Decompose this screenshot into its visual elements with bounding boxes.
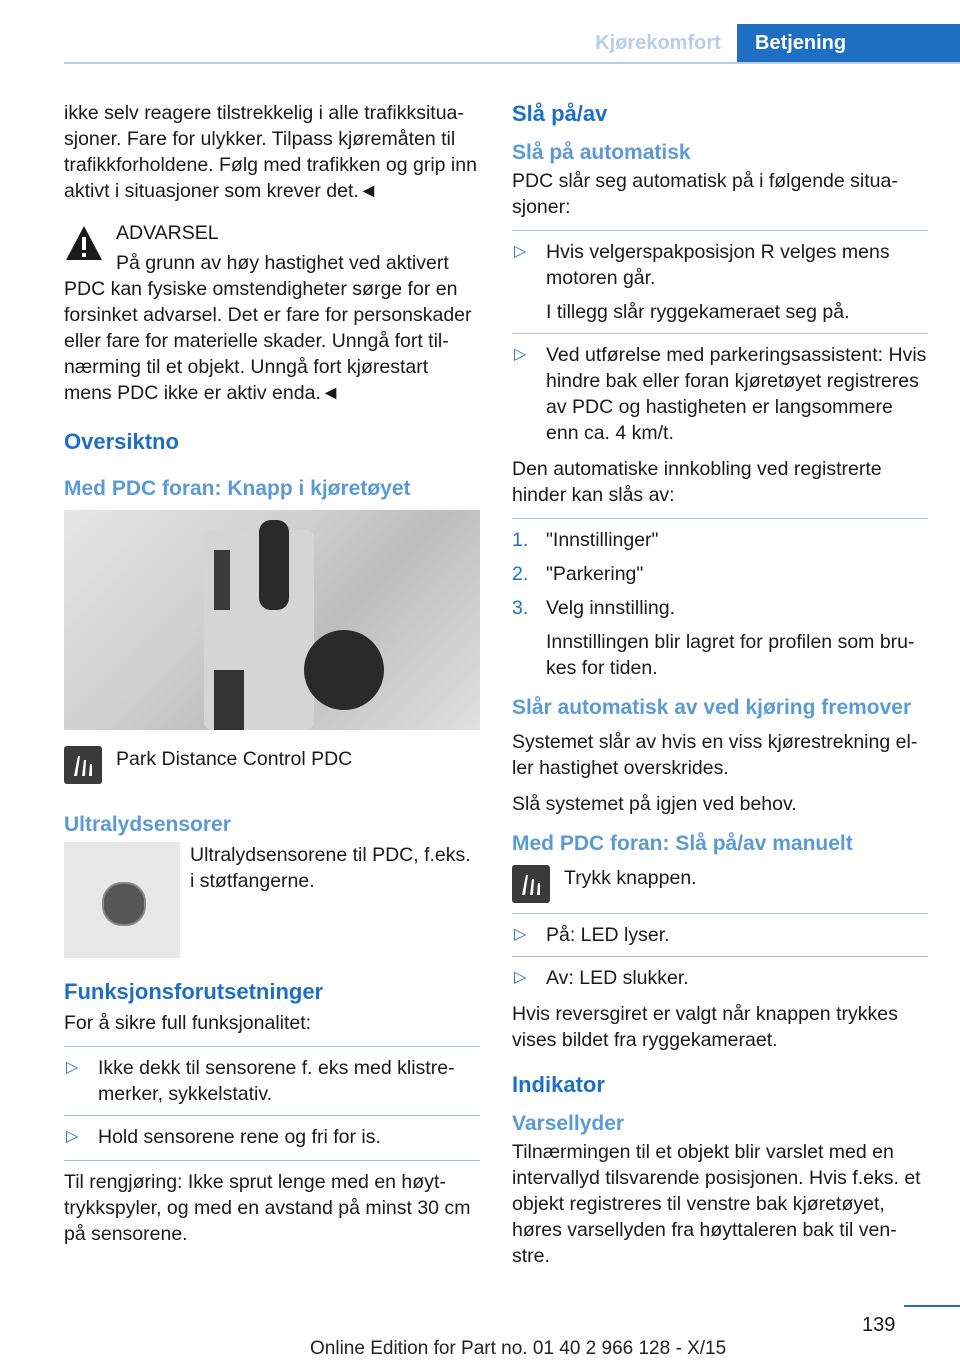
- pdc-icon: [512, 865, 550, 903]
- steps-list: [512, 527, 928, 681]
- warning-icon: [64, 224, 104, 262]
- list-item: 2. "Parkering": [512, 563, 644, 585]
- list-item: ▷ På: LED lyser.: [514, 924, 670, 946]
- cleaning-text: Til rengjøring: Ikke sprut lenge med en høyttrykkspyler, og med en avstand på minst 30 cm på sensorene.: [64, 1171, 471, 1245]
- prereq-intro: For å sikre full funksjonalitet:: [64, 1012, 312, 1034]
- heading-pdc-button: Med PDC foran: Knapp i kjøretøyet: [64, 477, 411, 500]
- sensors-text: Ultralydsensorene til PDC, f.eks. i støtfangerne.: [190, 844, 471, 892]
- footer-rule: [904, 1305, 960, 1307]
- pdc-icon: [64, 746, 102, 784]
- console-photo: [64, 510, 480, 730]
- heading-sounds: Varsellyder: [512, 1112, 625, 1135]
- header-tab-betjening[interactable]: Betjening: [737, 24, 960, 62]
- intro-text: ikke selv reagere tilstrekkelig i alle trafikksituasjoner. Fare for ulykker. Tilpass kjøremåten til trafikkforholdene. Følg med trafikken og grip inn aktivt i situasjoner som krever det.◄: [64, 102, 477, 202]
- header-tab-kjorekomfort[interactable]: Kjørekomfort: [595, 31, 721, 54]
- auto-off-text2: Slå systemet på igjen ved behov.: [512, 793, 797, 815]
- list-separator: [64, 1160, 480, 1161]
- prereq-list: [64, 1055, 480, 1150]
- manual-list: [512, 922, 928, 991]
- pdc-caption-row: [64, 746, 480, 790]
- list-item-sub: Innstillingen blir lagret for profilen som brukes for tiden.: [546, 631, 915, 679]
- heading-indicator: Indikator: [512, 1072, 605, 1097]
- auto-intro: PDC slår seg automatisk på i følgende situasjoner:: [512, 170, 898, 218]
- list-item-sub: I tillegg slår ryggekameraet seg på.: [546, 301, 850, 323]
- warning-title: ADVARSEL: [116, 222, 219, 244]
- list-item: ▷ Hold sensorene rene og fri for is.: [64, 1115, 480, 1150]
- heading-prereq: Funksjonsforutsetninger: [64, 979, 324, 1004]
- list-separator: [64, 1046, 480, 1047]
- header-rule: [64, 62, 960, 64]
- sounds-text: Tilnærmingen til et objekt blir varslet med en intervallyd tilsvarende posisjonen. Hvis f.eks. et objekt registreres til venstre bak kjøretøyet, høres varsellyden fra høyttaleren bak til venstre.: [512, 1141, 921, 1267]
- list-separator: [512, 913, 928, 914]
- list-item: ▷ Av: LED slukker.: [512, 956, 928, 991]
- heading-oversikt: Oversiktno: [64, 429, 179, 454]
- pdc-caption: Park Distance Control PDC: [116, 748, 353, 770]
- heading-onoff: Slå på/av: [512, 101, 608, 126]
- auto-list: [512, 239, 928, 446]
- list-item: 3. Velg innstilling. Innstillingen blir lagret for profilen som brukes for tiden.: [512, 595, 928, 681]
- list-item: ▷ Ved utførelse med parkeringsassistent: Hvis hindre bak eller foran kjøretøyet registreres av PDC og hastigheten er langsommere enn ca. 4 km/t.: [512, 333, 928, 446]
- warning-block: [64, 220, 480, 246]
- heading-auto-on: Slå på automatisk: [512, 141, 691, 164]
- disable-intro: Den automatiske innkobling ved registrerte hinder kan slås av:: [512, 458, 882, 506]
- manual-text: Trykk knappen.: [564, 867, 697, 889]
- reverse-text: Hvis reversgiret er valgt når knappen trykkes vises bildet fra ryggekameraet.: [512, 1003, 898, 1051]
- list-separator: [512, 230, 928, 231]
- right-column: [512, 100, 928, 1279]
- footer-edition: Online Edition for Part no. 01 40 2 966 128 - X/15: [310, 1338, 727, 1359]
- list-item: ▷ Ikke dekk til sensorene f. eks med klistremerker, sykkelstativ.: [66, 1057, 455, 1105]
- sensor-image: [64, 842, 180, 958]
- page-number: 139: [862, 1314, 896, 1336]
- heading-sensors: Ultralydsensorer: [64, 813, 231, 836]
- list-separator: [512, 518, 928, 519]
- auto-off-text: Systemet slår av hvis en viss kjørestrekning eller hastighet overskrides.: [512, 731, 918, 779]
- left-column: [64, 100, 480, 1257]
- sensor-block: [64, 842, 480, 958]
- manual-row: [512, 865, 928, 913]
- list-item: 1. "Innstillinger": [512, 529, 659, 551]
- list-item: ▷ Hvis velgerspakposisjon R velges mens motoren går. I tillegg slår ryggekameraet seg på.: [512, 239, 928, 325]
- heading-auto-off: Slår automatisk av ved kjøring fremover: [512, 696, 912, 719]
- heading-manual: Med PDC foran: Slå på/av manuelt: [512, 832, 853, 855]
- warning-text: På grunn av høy hastighet ved aktivert PDC kan fysiske omstendigheter sørge for en forsinket advarsel. Det er fare for personskader eller fare for materielle skader. Unngå fort tilnærming til et objekt. Unngå fort kjørestart mens PDC ikke er aktiv enda.◄: [64, 252, 472, 404]
